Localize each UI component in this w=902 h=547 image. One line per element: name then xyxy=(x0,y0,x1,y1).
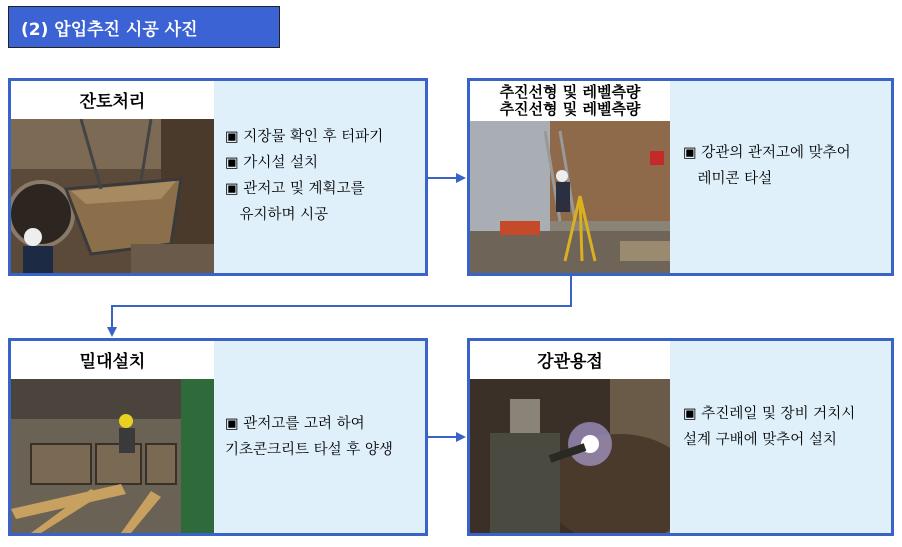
desc-line: ▣ 강관의 관저고에 맞추어 xyxy=(683,145,851,161)
step-desc-soil-removal xyxy=(225,124,420,228)
desc-line: ▣ 관저고를 고려 하여 xyxy=(225,416,365,432)
step-desc-pusher-install xyxy=(225,411,425,463)
pipe-welding-image xyxy=(470,379,670,533)
step-desc-survey xyxy=(683,140,888,192)
pusher-install-image xyxy=(11,379,214,533)
section-title: (2) 압입추진 시공 사진 xyxy=(21,19,198,40)
desc-line: 기초콘크리트 타설 후 양생 xyxy=(225,442,393,458)
desc-line: ▣ 지장물 확인 후 터파기 xyxy=(225,129,384,145)
desc-line: ▣ 추진레일 및 장비 거치시 xyxy=(683,406,856,422)
step-desc-pipe-welding xyxy=(683,401,888,453)
arrow-right-icon xyxy=(428,432,466,442)
arrow-right-icon xyxy=(428,173,466,183)
desc-line: ▣ 가시설 설치 xyxy=(225,155,318,171)
desc-line: ▣ 관저고 및 계획고를 xyxy=(225,181,365,197)
photo-pipe-welding xyxy=(470,341,670,533)
survey-image xyxy=(470,121,670,273)
step-title-line2: 추진선형 및 레벨측량 xyxy=(499,100,641,118)
photo-survey xyxy=(470,81,670,273)
step-title: 강관용접 xyxy=(470,341,670,377)
step-title: 잔토처리 xyxy=(11,81,214,117)
section-header xyxy=(8,6,280,48)
desc-line: 설계 구배에 맞추어 설치 xyxy=(683,432,837,448)
photo-soil-removal xyxy=(11,81,214,273)
desc-line: 레미콘 타설 xyxy=(683,171,773,187)
step-title: 밀대설치 xyxy=(11,341,214,377)
soil-removal-image xyxy=(11,119,214,273)
step-title-line1: 추진선형 및 레벨측량 xyxy=(499,83,641,101)
photo-pusher-install xyxy=(11,341,214,533)
step-title xyxy=(470,81,670,121)
arrow-down-icon xyxy=(107,276,571,337)
desc-line: 유지하며 시공 xyxy=(225,207,329,223)
